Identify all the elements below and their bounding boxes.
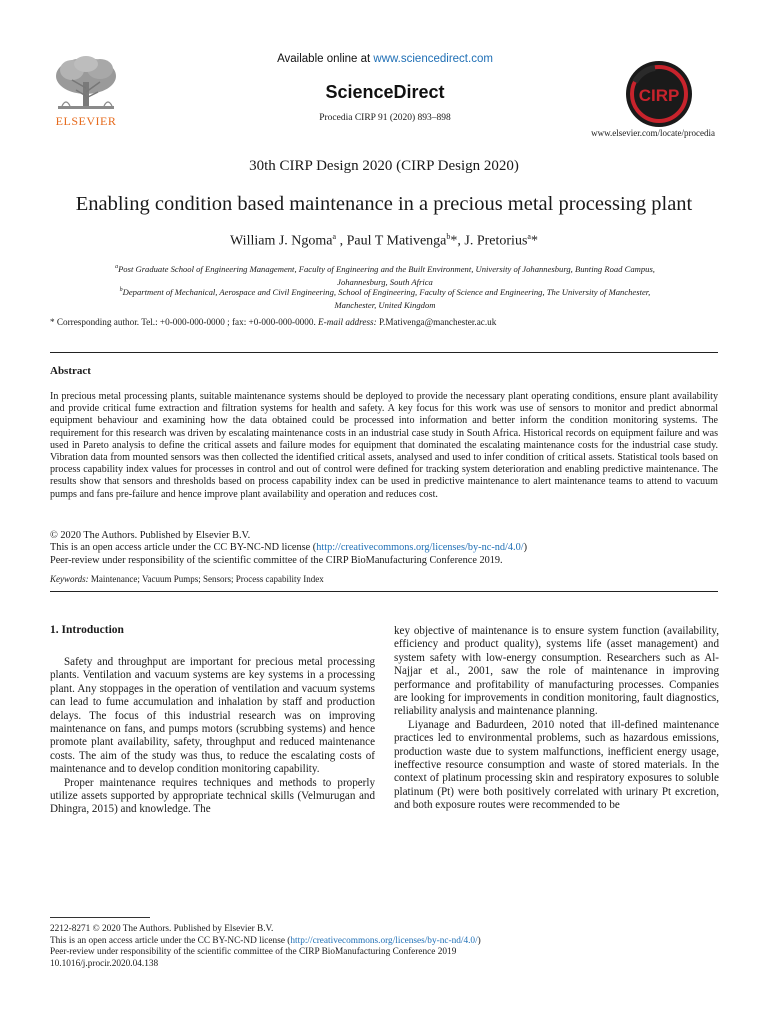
email-address[interactable]: P.Mativenga@manchester.ac.uk (376, 317, 497, 327)
doi[interactable]: 10.1016/j.procir.2020.04.138 (50, 958, 159, 969)
copyright-line: © 2020 The Authors. Published by Elsevier B.V. (50, 530, 251, 541)
keywords-value: Maintenance; Vacuum Pumps; Sensors; Process capability Index (88, 574, 324, 584)
affil-line: Johannesburg, South Africa (337, 277, 433, 288)
cirp-logo (625, 60, 693, 128)
affil-marker: a (115, 264, 119, 270)
license-prefix: This is an open access article under the CC BY-NC-ND license ( (50, 935, 291, 946)
contact-details: * Corresponding author. Tel.: +0-000-000-0000 ; fax: +0-000-000-0000. (50, 317, 319, 327)
elsevier-wordmark: ELSEVIER (55, 114, 117, 128)
author-separator: , (336, 233, 347, 249)
peer-review-line: Peer-review under responsibility of the scientific committee of the CIRP BioManufacturing Conference 2019. (50, 554, 503, 566)
available-online-line (200, 53, 570, 65)
divider (50, 352, 718, 353)
email-label: E-mail address: (318, 317, 377, 327)
affil-line: Post Graduate School of Engineering Management, Faculty of Engineering and the Built Environment, University of Johannesburg, Bunting Road Campus, (118, 263, 655, 274)
available-prefix: Available online at (277, 53, 374, 65)
page-footer (50, 924, 718, 970)
sciencedirect-brand: ScienceDirect (325, 82, 445, 102)
journal-citation: Procedia CIRP 91 (2020) 893–898 (319, 113, 451, 123)
author-affil-marker: b (446, 232, 451, 241)
paragraph: Safety and throughput are important for precious metal processing plants. Ventilation and vacuum systems are key systems in a processing plant. Any stoppages in the operation of ventilation and vacuum systems can lead to fume accumulation and inhalation by staff and production delays. The focus of this industrial research was on improving maintenance on fans, and pumps motors (scrubbing systems) and hence promote plant availability, safety, throughput and reduced maintenance costs. The aim of the study was thus, to reduce the escalating costs of maintenance and to develop condition monitoring capability. (50, 656, 375, 776)
corresponding-author-note (50, 317, 730, 327)
affil-line: Department of Mechanical, Aerospace and Civil Engineering, School of Engineering, Faculty of Science and Engineering, The University of Manchester, (122, 286, 651, 297)
license-suffix: ) (523, 542, 528, 554)
sciencedirect-link[interactable]: www.sciencedirect.com (373, 53, 493, 65)
footnote-rule (50, 917, 150, 918)
paragraph: Proper maintenance requires techniques and methods to properly utilize assets supported by appropriate technical skills (Velmurugan and Dhingra, 2015) and knowledge. The (50, 776, 375, 816)
abstract-text: In precious metal processing plants, suitable maintenance systems should be deployed to provide the necessary plant operating conditions, ensure plant availability and provide critical fume extraction and filtration systems for health and safety. A key focus for this work was use of sensors to monitor and predict abnormal equipment behaviour and examining how the data obtained could be processed into information and better inform the condition monitoring systems. The requirement for this research was driven by escalating maintenance costs in an industrial case study in South Africa. Historical records on equipment failure and was used in Pareto analysis to define the critical assets and failure modes for equipment that dominated the escalating maintenance costs for the industrial case study. Vibration data from mounted sensors was then collected the identified critical assets, analysed and used to infer condition of critical assets. Statistical tools based on process capability index values for processes in control and out of control were defined for tracking system deterioration and enabling predictive maintenance. The results show that sensors and thresholds based on process capability index can be used in predictive maintenance to alert maintenance teams to attend to vacuum pumps and fans pre-failure and hence improve plant availability and operation and reduces cost. (50, 391, 718, 500)
paragraph: Liyanage and Badurdeen, 2010 noted that ill-defined maintenance practices led to environmental problems, such as hazardous emissions, production waste due to system malfunctions, inefficient energy usage, ineffective resource consumption and waste of stored materials. In the context of platinum processing skin and respiratory exposures to soluble platinum (Pt) were both positively correlated with urinary Pt excretion, and both exposure routes were recommended to be (394, 718, 719, 812)
rights-statement (50, 530, 718, 567)
affil-line: Manchester, United Kingdom (334, 300, 436, 311)
cirp-logo-text: CIRP (638, 86, 680, 105)
license-link[interactable]: http://creativecommons.org/licenses/by-nc-nd/4.0/ (290, 935, 478, 946)
author-affil-marker: a (527, 232, 531, 241)
license-suffix: ) (477, 935, 481, 946)
author-name: Paul T Mativenga (346, 233, 447, 249)
body-column-right (394, 625, 719, 813)
keywords (50, 574, 718, 584)
corresponding-marker: * (530, 233, 538, 249)
issn-line: 2212-8271 © 2020 The Authors. Published by Elsevier B.V. (50, 924, 274, 934)
conference-name: 30th CIRP Design 2020 (CIRP Design 2020) (249, 158, 519, 174)
license-prefix: This is an open access article under the CC BY-NC-ND license ( (50, 542, 317, 554)
journal-url[interactable]: www.elsevier.com/locate/procedia (591, 128, 715, 138)
abstract-heading: Abstract (50, 365, 91, 377)
corresponding-marker: *, (450, 233, 465, 249)
divider (50, 591, 718, 592)
peer-review-line: Peer-review under responsibility of the scientific committee of the CIRP BioManufacturing Conference 2019 (50, 947, 457, 958)
author-name: William J. Ngoma (230, 233, 333, 249)
author-list (50, 232, 718, 250)
keywords-label: Keywords: (50, 574, 89, 584)
affiliation-b (55, 284, 715, 313)
affil-marker: b (119, 287, 123, 293)
license-link[interactable]: http://creativecommons.org/licenses/by-nc-nd/4.0/ (316, 542, 524, 554)
author-name: J. Pretorius (464, 233, 528, 249)
section-heading-introduction: 1. Introduction (50, 624, 124, 636)
author-affil-marker: a (332, 232, 337, 241)
paper-title: Enabling condition based maintenance in a precious metal processing plant (75, 193, 693, 215)
body-column-left (50, 656, 375, 817)
paragraph: key objective of maintenance is to ensure system function (availability, efficiency and product quality), systems life (asset management) and system safety with low-energy consumption. Researchers such as Al-Najjar et al., 2001, saw the role of maintenance in improving performance and profitability of manufacturing processes. Companies are looking for improvements in condition monitoring, fault diagnostics, reliability analysis and maintenance planning. (394, 625, 719, 718)
